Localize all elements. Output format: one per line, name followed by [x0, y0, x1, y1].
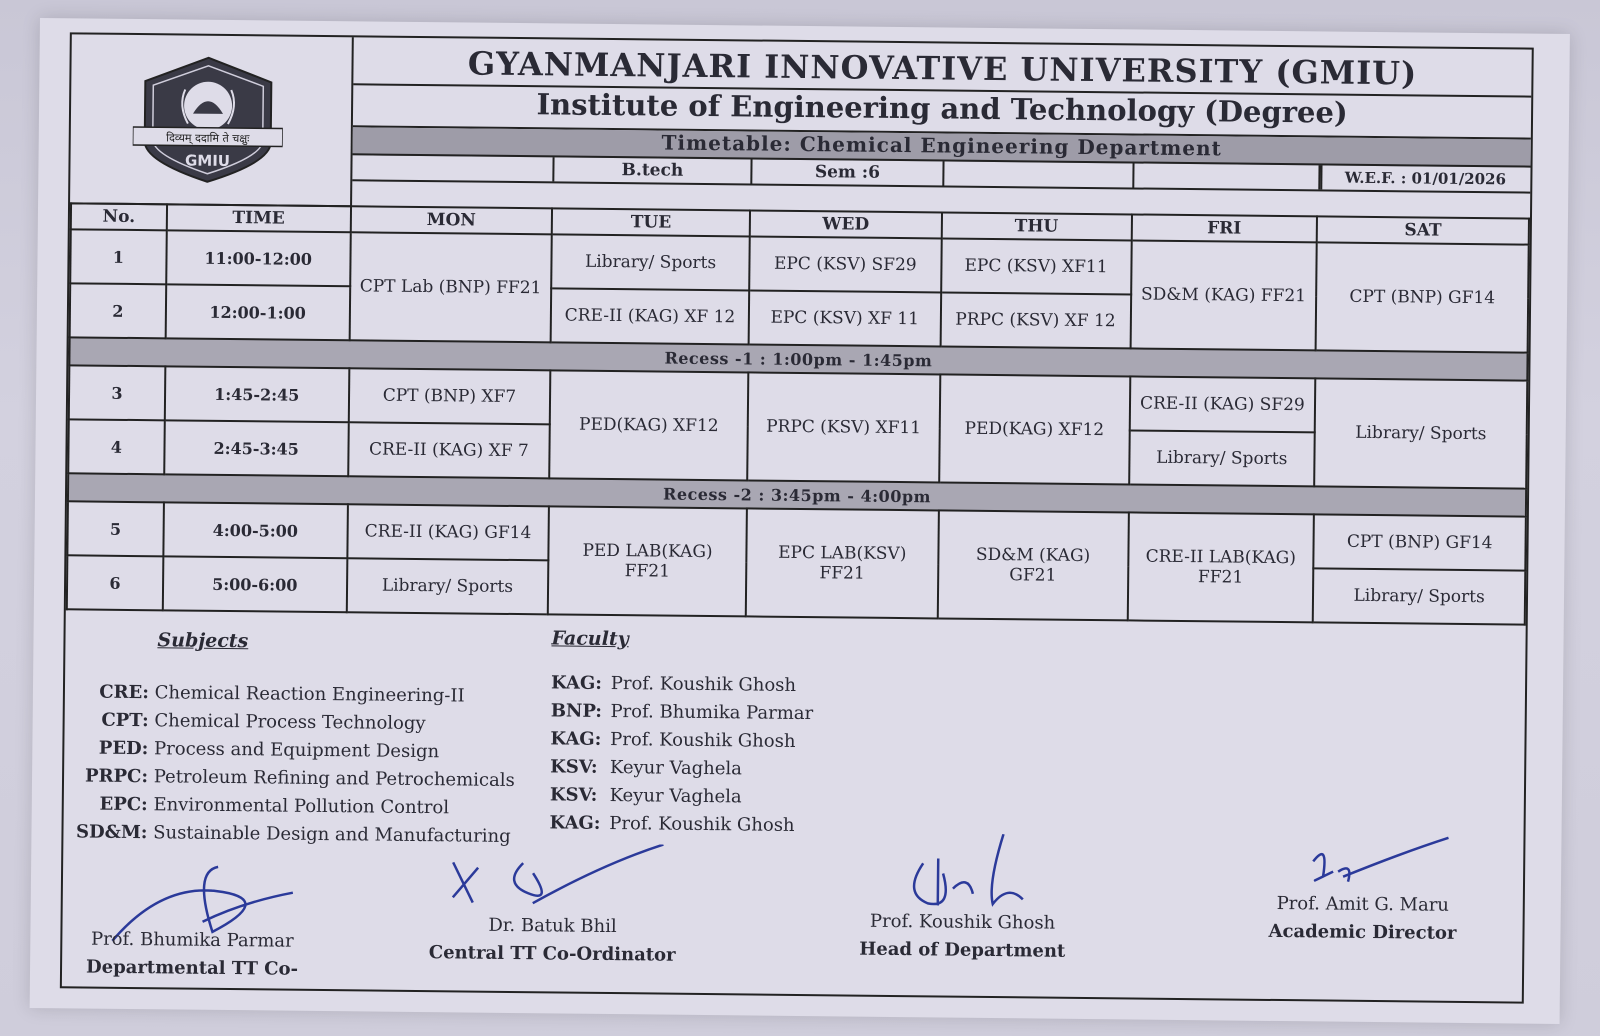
subject-abbr: SD&M:	[75, 821, 148, 844]
cell-mon-5: CRE-II (KAG) GF14	[347, 504, 549, 560]
subject-abbr: PED:	[98, 737, 149, 760]
timetable-frame	[60, 32, 1534, 1003]
signatory-name: Prof. Amit G. Maru	[1276, 892, 1450, 916]
recess-1: Recess -1 : 1:00pm - 1:45pm	[69, 337, 1527, 380]
institute-name: Institute of Engineering and Technology (Degree)	[353, 85, 1531, 139]
list-item	[549, 809, 812, 840]
signature-image	[433, 842, 674, 925]
col-time: TIME	[167, 204, 351, 232]
cell-room: FF21	[1197, 567, 1244, 588]
signatory-name: Prof. Bhumika Parmar	[90, 928, 294, 952]
timetable-sheet	[30, 18, 1570, 1024]
cell-mon-6: Library/ Sports	[346, 558, 548, 614]
cell-room: FF21	[819, 563, 865, 584]
cell-tue-2: CRE-II (KAG) XF 12	[551, 288, 749, 344]
faculty-name: Prof. Koushik Ghosh	[610, 673, 797, 696]
subject-abbr: CPT:	[101, 709, 149, 732]
cell-mon-3: CPT (BNP) XF7	[348, 368, 550, 424]
faculty-name: Keyur Vaghela	[609, 757, 743, 780]
cell-fri-4: Library/ Sports	[1129, 430, 1315, 486]
signatory-title: Academic Director	[1268, 920, 1457, 944]
col-no: No.	[71, 203, 167, 230]
faculty-abbr: KAG:	[550, 672, 603, 694]
period-no: 1	[70, 229, 166, 284]
col-mon: MON	[350, 206, 552, 234]
cell-text: CRE-II LAB(KAG)	[1145, 546, 1297, 569]
faculty-abbr: KSV:	[549, 784, 598, 806]
cell-room: FF21	[624, 561, 671, 582]
cell-thu-3-4: PED(KAG) XF12	[939, 374, 1130, 484]
period-time: 4:00-5:00	[163, 502, 347, 558]
faculty-title: Faculty	[551, 627, 629, 651]
blank-cell	[352, 155, 554, 181]
cell-wed-3-4: PRPC (KSV) XF11	[747, 372, 940, 482]
signatory-title: Head of Department	[859, 938, 1066, 962]
subject-abbr: CRE:	[99, 681, 150, 704]
cell-wed-1: EPC (KSV) SF29	[749, 236, 941, 292]
faculty-abbr: BNP:	[550, 700, 603, 722]
list-item	[551, 697, 814, 728]
cell-wed-2: EPC (KSV) XF 11	[749, 290, 941, 346]
period-no: 3	[69, 365, 165, 420]
period-no: 5	[67, 501, 163, 556]
period-time: 11:00-12:00	[166, 230, 350, 286]
cell-text: PED LAB(KAG)	[582, 540, 713, 563]
subjects-title: Subjects	[157, 629, 249, 653]
faculty-abbr: KAG:	[549, 812, 601, 834]
faculty-abbr: KSV:	[550, 756, 598, 778]
cell-tue-3-4: PED(KAG) XF12	[549, 370, 748, 480]
cell-mon-1-2: CPT Lab (BNP) FF21	[349, 232, 552, 342]
recess-2: Recess -2 : 3:45pm - 4:00pm	[68, 473, 1526, 516]
signature-block	[1252, 837, 1473, 949]
period-no: 6	[67, 555, 163, 610]
cell-sat-1-2: CPT (BNP) GF14	[1316, 242, 1529, 352]
signatory-name: Prof. Koushik Ghosh	[869, 910, 1056, 934]
period-time: 2:45-3:45	[164, 420, 348, 476]
cell-fri-3: CRE-II (KAG) SF29	[1129, 376, 1315, 432]
wef-date: W.E.F. : 01/01/2026	[1320, 165, 1528, 191]
signatory-name: Dr. Batuk Bhil	[488, 914, 617, 938]
cell-tue-5-6	[548, 506, 747, 616]
signature-image	[893, 833, 1034, 920]
period-time: 5:00-6:00	[163, 556, 347, 612]
subject-name: Environmental Pollution Control	[153, 794, 450, 819]
cell-sat-5: CPT (BNP) GF14	[1314, 514, 1526, 570]
subject-name: Chemical Process Technology	[154, 710, 426, 735]
blank-cell	[1134, 163, 1320, 189]
cell-sat-6: Library/ Sports	[1313, 568, 1525, 624]
cell-thu-2: PRPC (KSV) XF 12	[940, 292, 1130, 348]
list-item	[550, 725, 813, 756]
subject-abbr: PRPC:	[84, 765, 149, 788]
faculty-name: Keyur Vaghela	[609, 785, 742, 808]
period-no: 4	[68, 419, 164, 474]
faculty-abbr: KAG:	[550, 728, 602, 750]
signatory-title: Central TT Co-Ordinator	[428, 942, 676, 966]
signature-image	[1293, 831, 1454, 903]
cell-text: EPC LAB(KSV)	[778, 542, 907, 565]
logo-cell	[70, 34, 354, 207]
col-fri: FRI	[1131, 214, 1317, 242]
col-tue: TUE	[552, 208, 750, 236]
signature-block	[72, 864, 313, 980]
col-thu: THU	[941, 212, 1131, 240]
col-sat: SAT	[1317, 216, 1529, 244]
subject-name: Chemical Reaction Engineering-II	[154, 682, 465, 707]
faculty-list	[549, 669, 813, 840]
cell-room: GF21	[1009, 565, 1057, 586]
blank-cell	[944, 161, 1134, 187]
faculty-name: Prof. Koushik Ghosh	[610, 729, 796, 752]
subject-name: Process and Equipment Design	[153, 738, 440, 763]
faculty-name: Prof. Bhumika Parmar	[610, 701, 814, 725]
footer	[62, 614, 1526, 1001]
semester-label: Sem :6	[752, 159, 944, 185]
cell-sat-3-4: Library/ Sports	[1314, 378, 1527, 488]
cell-tue-1: Library/ Sports	[551, 234, 749, 290]
subject-name: Petroleum Refining and Petrochemicals	[153, 766, 515, 792]
university-name: GYANMANJARI INNOVATIVE UNIVERSITY (GMIU)	[353, 43, 1531, 97]
subjects-list	[67, 678, 515, 851]
subject-abbr: EPC:	[99, 793, 148, 816]
list-item	[551, 669, 814, 700]
col-wed: WED	[750, 210, 942, 238]
signature-block	[852, 845, 1073, 962]
subject-name: Sustainable Design and Manufacturing	[153, 822, 511, 847]
period-no: 2	[70, 283, 166, 338]
cell-mon-4: CRE-II (KAG) XF 7	[348, 422, 550, 478]
signatory-title: Departmental TT Co-	[85, 956, 299, 980]
period-time: 1:45-2:45	[165, 366, 349, 422]
program-label: B.tech	[554, 157, 752, 183]
faculty-name: Prof. Koushik Ghosh	[609, 813, 795, 836]
logo-text: GMIU	[184, 151, 231, 170]
signature-block	[422, 848, 683, 966]
list-item	[550, 753, 813, 784]
cell-wed-5-6	[746, 508, 939, 618]
cell-thu-5-6	[937, 510, 1128, 620]
cell-text: SD&M (KAG)	[975, 544, 1091, 567]
university-logo	[132, 53, 283, 187]
cell-fri-1-2: SD&M (KAG) FF21	[1130, 240, 1317, 350]
timetable-grid	[66, 202, 1530, 625]
timetable-title: Timetable: Chemical Engineering Department	[353, 127, 1531, 167]
cell-thu-1: EPC (KSV) XF11	[941, 238, 1131, 294]
header	[352, 37, 1532, 217]
period-time: 12:00-1:00	[165, 284, 349, 340]
list-item	[550, 781, 813, 812]
cell-fri-5-6	[1127, 512, 1314, 622]
logo-motto: दिव्यम् ददामि ते चक्षुः	[166, 131, 250, 146]
